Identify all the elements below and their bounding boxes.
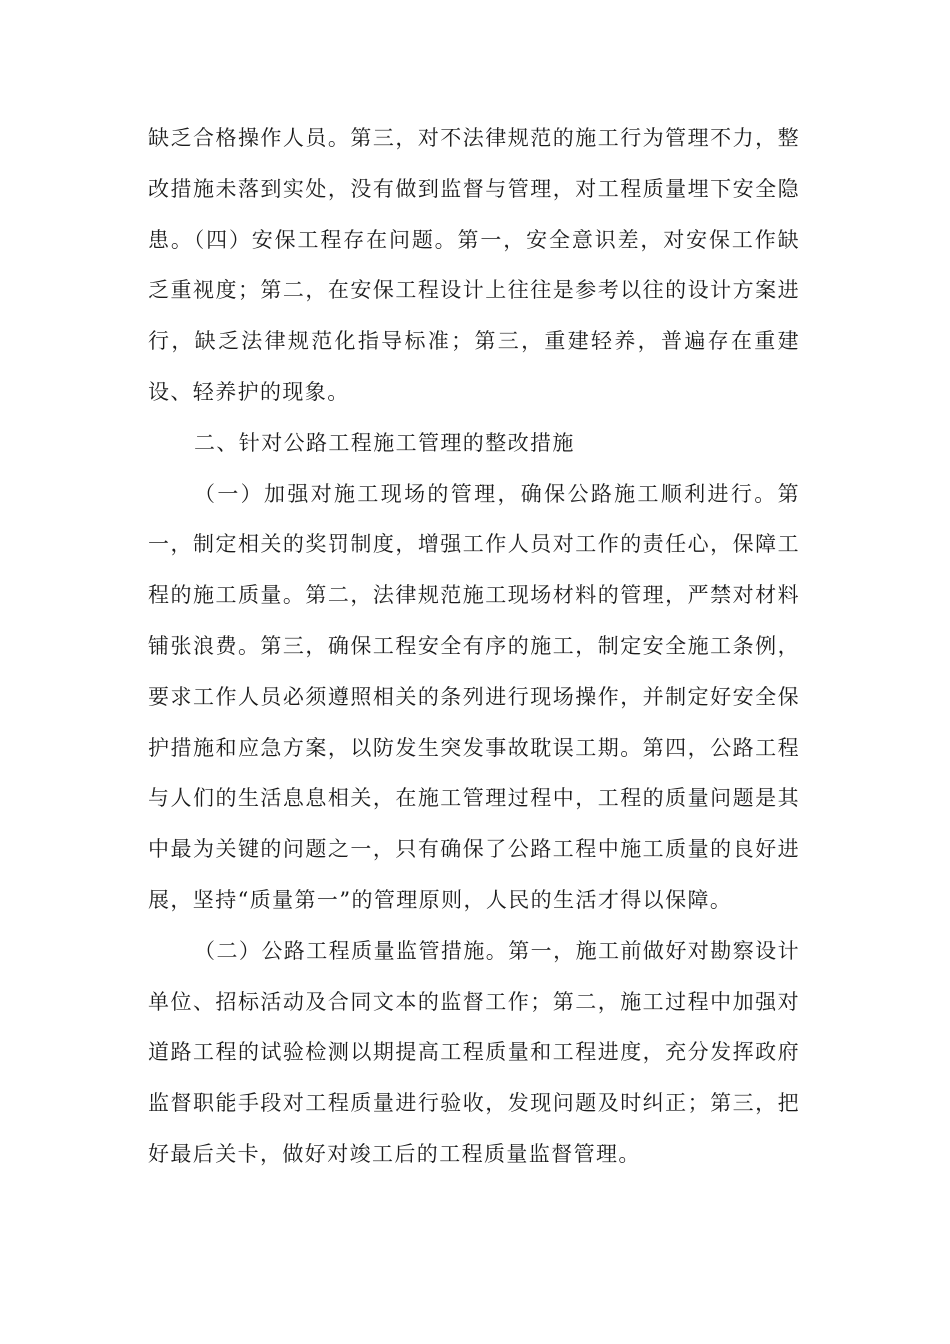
section-heading: 二、针对公路工程施工管理的整改措施 bbox=[194, 430, 575, 455]
body-paragraph-continued: 缺乏合格操作人员。第三，对不法律规范的施工行为管理不力，整改措施未落到实处，没有做到监督与管理，对工程质量埋下安全隐患。（四）安保工程存在问题。第一，安全意识差，对安保工作缺乏重视度；第二，在安保工程设计上往往是参考以往的设计方案进行，缺乏法律规范化指导标准；第三，重建轻养，普遍存在重建设、轻养护的现象。 bbox=[148, 126, 800, 404]
document-body bbox=[148, 113, 800, 1180]
body-paragraph-quality-supervision: （二）公路工程质量监管措施。第一，施工前做好对勘察设计单位、招标活动及合同文本的监督工作；第二，施工过程中加强对道路工程的试验检测以期提高工程质量和工程进度，充分发挥政府监督职能手段对工程质量进行验收，发现问题及时纠正；第三，把好最后关卡，做好对竣工后的工程质量监督管理。 bbox=[148, 938, 800, 1166]
body-paragraph-site-management: （一）加强对施工现场的管理，确保公路施工顺利进行。第一，制定相关的奖罚制度，增强工作人员对工作的责任心，保障工程的施工质量。第二，法律规范施工现场材料的管理，严禁对材料铺张浪费。第三，确保工程安全有序的施工，制定安全施工条例，要求工作人员必须遵照相关的条列进行现场操作，并制定好安全保护措施和应急方案，以防发生突发事故耽误工期。第四，公路工程与人们的生活息息相关，在施工管理过程中，工程的质量问题是其中最为关键的问题之一，只有确保了公路工程中施工质量的良好进展，坚持“质量第一”的管理原则，人民的生活才得以保障。 bbox=[148, 481, 800, 912]
